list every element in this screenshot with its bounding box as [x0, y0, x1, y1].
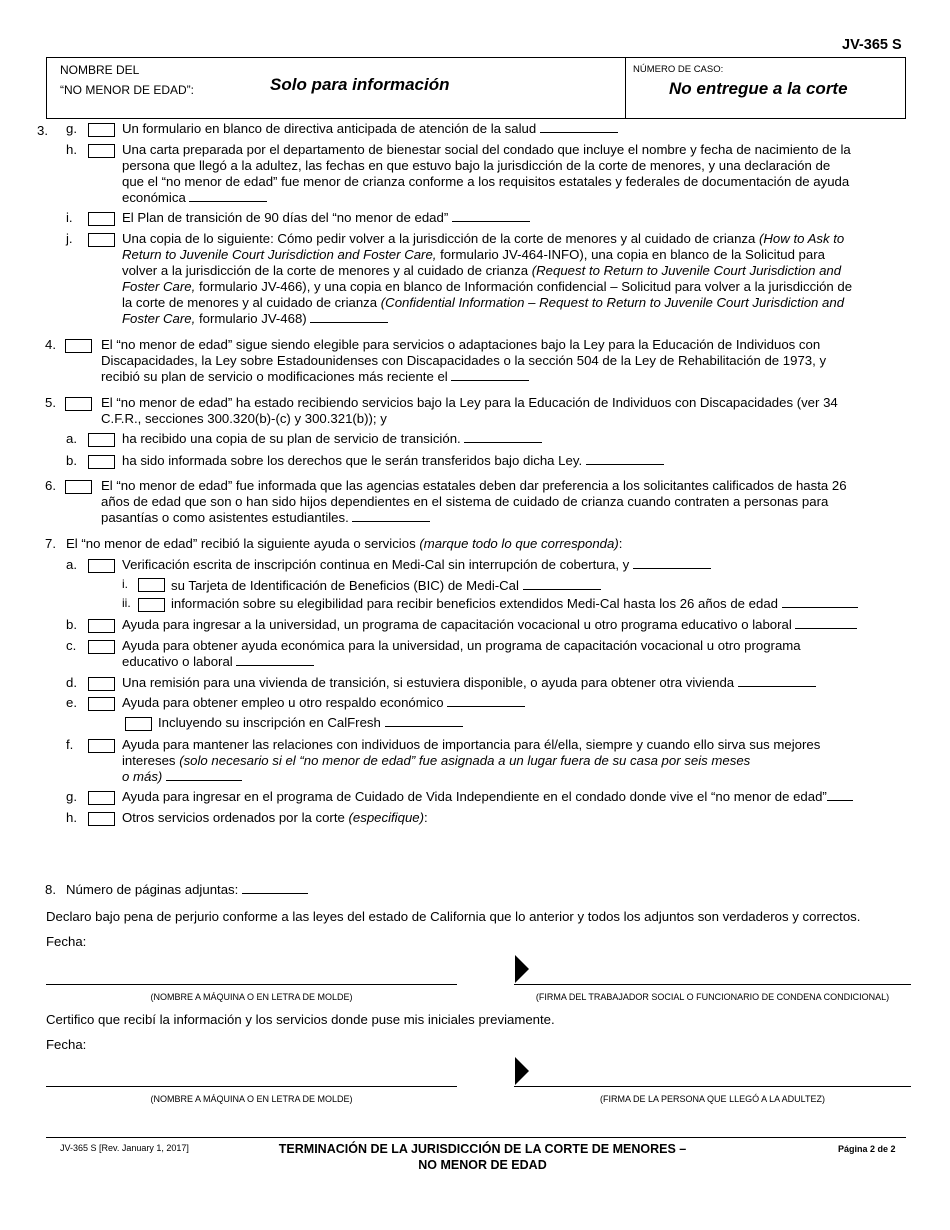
item-7g-checkbox[interactable]: [88, 791, 115, 805]
item-5a-letter: a.: [66, 431, 77, 446]
item-4-checkbox[interactable]: [65, 339, 92, 353]
date-label-1: Fecha:: [46, 934, 87, 949]
item-3-number: 3.: [37, 123, 48, 138]
item-3h-checkbox[interactable]: [88, 144, 115, 158]
item-3j-line-4: Foster Care, formulario JV-466), y una copia en blanco de Información confidencial – Solicitud para volver a la jurisdicción de: [122, 279, 853, 294]
item-3j-line-1: Una copia de lo siguiente: Cómo pedir volver a la jurisdicción de la corte de menores y al cuidado de crianza (How to Ask to: [122, 231, 845, 246]
footer-title-line-1: TERMINACIÓN DE LA JURISDICCIÓN DE LA CORTE DE MENORES –: [278, 1142, 687, 1156]
item-7h-letter: h.: [66, 810, 77, 825]
item-7c-blank[interactable]: [236, 654, 314, 666]
signature-caption-1: (FIRMA DEL TRABAJADOR SOCIAL O FUNCIONARIO DE CONDENA CONDICIONAL): [535, 992, 890, 1002]
item-3g-letter: g.: [66, 121, 77, 136]
footer-page-number: Página 2 de 2: [838, 1144, 896, 1154]
item-7a-i-letter: i.: [122, 577, 128, 591]
item-7c-checkbox[interactable]: [88, 640, 115, 654]
header-box: [46, 57, 906, 119]
declaration: Declaro bajo pena de perjurio conforme a las leyes del estado de California que lo anterior y todos los adjuntos son verdaderos y correctos.: [46, 909, 861, 924]
case-label: NÚMERO DE CASO:: [633, 64, 724, 75]
item-6-blank[interactable]: [352, 510, 430, 522]
item-7d-letter: d.: [66, 675, 77, 690]
item-7f-line-2: intereses (solo necesario si el “no menor de edad” fue asignada a un lugar fuera de su casa por seis meses: [122, 753, 751, 768]
item-7c-line-1: Ayuda para obtener ayuda económica para la universidad, un programa de capacitación vocacional u otro programa: [122, 638, 801, 653]
item-5a-text: ha recibido una copia de su plan de servicio de transición.: [122, 431, 542, 448]
item-7h-text: Otros servicios ordenados por la corte (especifique):: [122, 810, 428, 825]
item-3i-checkbox[interactable]: [88, 212, 115, 226]
item-7a-letter: a.: [66, 557, 77, 572]
item-7e-letter: e.: [66, 695, 77, 710]
item-3h-line-2: persona que llegó a la adultez, las fechas en que estuvo bajo la jurisdicción de la corte de menores, y una declaración de: [122, 158, 831, 173]
item-4-line-1: El “no menor de edad” sigue siendo elegible para servicios o adaptaciones bajo la Ley para la Educación de Individuos con: [101, 337, 821, 352]
date-label-2: Fecha:: [46, 1037, 87, 1052]
item-6-number: 6.: [45, 478, 56, 493]
footer-revision: JV-365 S [Rev. January 1, 2017]: [60, 1143, 189, 1153]
name-label-1: NOMBRE DEL: [60, 63, 140, 77]
item-4-line-3: recibió su plan de servicio o modificaciones más reciente el: [101, 369, 529, 386]
item-3j-line-3: volver a la jurisdicción de la corte de menores y al cuidado de crianza (Request to Return to Juvenile Court Jurisdiction and: [122, 263, 842, 278]
item-7f-blank[interactable]: [166, 769, 242, 781]
item-7a-i-text: su Tarjeta de Identificación de Beneficios (BIC) de Medi-Cal: [171, 578, 601, 595]
item-7-number: 7.: [45, 536, 56, 551]
item-3h-line-1: Una carta preparada por el departamento de bienestar social del condado que incluye el nombre y fecha de nacimiento de la: [122, 142, 851, 157]
name-label-2: “NO MENOR DE EDAD”:: [60, 83, 195, 97]
item-3i-letter: i.: [66, 210, 73, 225]
item-3j-blank[interactable]: [310, 311, 388, 323]
item-4-line-2: Discapacidades, la Ley sobre Estadounidenses con Discapacidades o la sección 504 de la Ley de Rehabilitación de 1973, y: [101, 353, 827, 368]
item-7f-letter: f.: [66, 737, 74, 752]
name-value: Solo para información: [270, 75, 450, 94]
item-5b-text: ha sido informada sobre los derechos que le serán transferidos bajo dicha Ley.: [122, 453, 664, 470]
signature-caption-2: (FIRMA DE LA PERSONA QUE LLEGÓ A LA ADULTEZ): [600, 1094, 825, 1104]
item-7d-checkbox[interactable]: [88, 677, 115, 691]
item-7e-checkbox[interactable]: [88, 697, 115, 711]
item-7e-sub-text: Incluyendo su inscripción en CalFresh: [158, 715, 463, 732]
item-7b-blank[interactable]: [795, 617, 857, 629]
item-4-blank[interactable]: [451, 369, 529, 381]
item-3g-text: Un formulario en blanco de directiva anticipada de atención de la salud: [122, 121, 618, 138]
footer-rule: [46, 1137, 906, 1138]
item-7b-letter: b.: [66, 617, 77, 632]
item-8-text: Número de páginas adjuntas:: [66, 882, 308, 899]
item-7a-ii-checkbox[interactable]: [138, 598, 165, 612]
footer-title-line-2: NO MENOR DE EDAD: [418, 1158, 547, 1172]
item-3j-letter: j.: [66, 231, 73, 246]
name-caption-1: (NOMBRE A MÁQUINA O EN LETRA DE MOLDE): [150, 992, 353, 1002]
item-7a-ii-letter: ii.: [122, 596, 131, 610]
item-7b-text: Ayuda para ingresar a la universidad, un programa de capacitación vocacional u otro programa educativo o laboral: [122, 617, 857, 634]
item-5b-checkbox[interactable]: [88, 455, 115, 469]
item-7a-checkbox[interactable]: [88, 559, 115, 573]
header-divider: [625, 57, 626, 119]
item-7d-text: Una remisión para una vivienda de transición, si estuviera disponible, o ayuda para obtener otra vivienda: [122, 675, 816, 692]
item-3h-line-4: económica: [122, 190, 267, 207]
item-3j-line-2: Return to Juvenile Court Jurisdiction and Foster Care, formulario JV-464-INFO), una copia en blanco de la Solicitud para: [122, 247, 825, 262]
item-3j-line-5: la corte de menores y al cuidado de crianza (Confidential Information – Request to Return to Juvenile Court Jurisdiction and: [122, 295, 845, 310]
item-6-line-2: años de edad que son o han sido hijos dependientes en el sistema de cuidado de crianza cuando contraten a personas para: [101, 494, 829, 509]
item-7g-blank[interactable]: [827, 789, 853, 801]
item-4-number: 4.: [45, 337, 56, 352]
item-8-number: 8.: [45, 882, 56, 897]
item-6-checkbox[interactable]: [65, 480, 92, 494]
item-5b-blank[interactable]: [586, 453, 664, 465]
certify-statement: Certifico que recibí la información y los servicios donde puse mis iniciales previamente.: [46, 1012, 555, 1027]
name-line-2[interactable]: [46, 1086, 457, 1087]
item-7e-blank[interactable]: [447, 695, 525, 707]
item-5a-checkbox[interactable]: [88, 433, 115, 447]
item-3i-blank[interactable]: [452, 210, 530, 222]
item-7a-ii-blank[interactable]: [782, 596, 858, 608]
item-7a-blank[interactable]: [633, 557, 711, 569]
name-caption-2: (NOMBRE A MÁQUINA O EN LETRA DE MOLDE): [150, 1094, 353, 1104]
item-7b-checkbox[interactable]: [88, 619, 115, 633]
item-7c-letter: c.: [66, 638, 77, 653]
item-7g-text: Ayuda para ingresar en el programa de Cuidado de Vida Independiente en el condado donde vive el “no menor de edad”: [122, 789, 853, 806]
item-3g-blank[interactable]: [540, 121, 618, 133]
name-line-1[interactable]: [46, 984, 457, 985]
item-3h-blank[interactable]: [189, 190, 267, 202]
item-5-checkbox[interactable]: [65, 397, 92, 411]
item-5-line-2: C.F.R., secciones 300.320(b)-(c) y 300.321(b)); y: [101, 411, 387, 426]
item-3j-line-6: Foster Care, formulario JV-468): [122, 311, 388, 328]
item-5-number: 5.: [45, 395, 56, 410]
item-7f-line-3: o más): [122, 769, 242, 786]
item-6-line-3: pasantías o como asistentes estudiantiles.: [101, 510, 430, 527]
item-7f-checkbox[interactable]: [88, 739, 115, 753]
item-7g-letter: g.: [66, 789, 77, 804]
item-7h-checkbox[interactable]: [88, 812, 115, 826]
item-6-line-1: El “no menor de edad” fue informada que las agencias estatales deben dar preferencia a los solicitantes calificados de hasta 26: [101, 478, 847, 493]
item-7a-ii-text: información sobre su elegibilidad para recibir beneficios extendidos Medi-Cal hasta los 26 años de edad: [171, 596, 858, 613]
item-8-blank[interactable]: [242, 882, 308, 894]
item-7-intro: El “no menor de edad” recibió la siguiente ayuda o servicios (marque todo lo que corresponda):: [66, 536, 623, 551]
form-id: JV-365 S: [842, 37, 902, 53]
case-value: No entregue a la corte: [669, 79, 848, 98]
item-7d-blank[interactable]: [738, 675, 816, 687]
item-7f-line-1: Ayuda para mantener las relaciones con individuos de importancia para él/ella, siempre y cuando ello sirva sus mejores: [122, 737, 821, 752]
signature-arrow-icon: [515, 1057, 529, 1085]
item-7e-sub-blank[interactable]: [385, 715, 463, 727]
item-7a-i-blank[interactable]: [523, 578, 601, 590]
item-5b-letter: b.: [66, 453, 77, 468]
item-7e-sub-checkbox[interactable]: [125, 717, 152, 731]
item-3h-letter: h.: [66, 142, 77, 157]
item-7c-line-2: educativo o laboral: [122, 654, 314, 671]
signature-line-1[interactable]: [514, 984, 911, 985]
item-5-line-1: El “no menor de edad” ha estado recibiendo servicios bajo la Ley para la Educación de Individuos con Discapacidades (ver 34: [101, 395, 838, 410]
item-5a-blank[interactable]: [464, 431, 542, 443]
item-7a-text: Verificación escrita de inscripción continua en Medi-Cal sin interrupción de cobertura, y: [122, 557, 711, 574]
item-3i-text: El Plan de transición de 90 días del “no menor de edad”: [122, 210, 530, 227]
item-7a-i-checkbox[interactable]: [138, 578, 165, 592]
item-7e-text: Ayuda para obtener empleo u otro respaldo económico: [122, 695, 525, 712]
item-3h-line-3: que el “no menor de edad” fue menor de crianza conforme a los requisitos estatales y federales de documentación de ayuda: [122, 174, 850, 189]
signature-line-2[interactable]: [514, 1086, 911, 1087]
item-3j-checkbox[interactable]: [88, 233, 115, 247]
signature-arrow-icon: [515, 955, 529, 983]
item-3g-checkbox[interactable]: [88, 123, 115, 137]
